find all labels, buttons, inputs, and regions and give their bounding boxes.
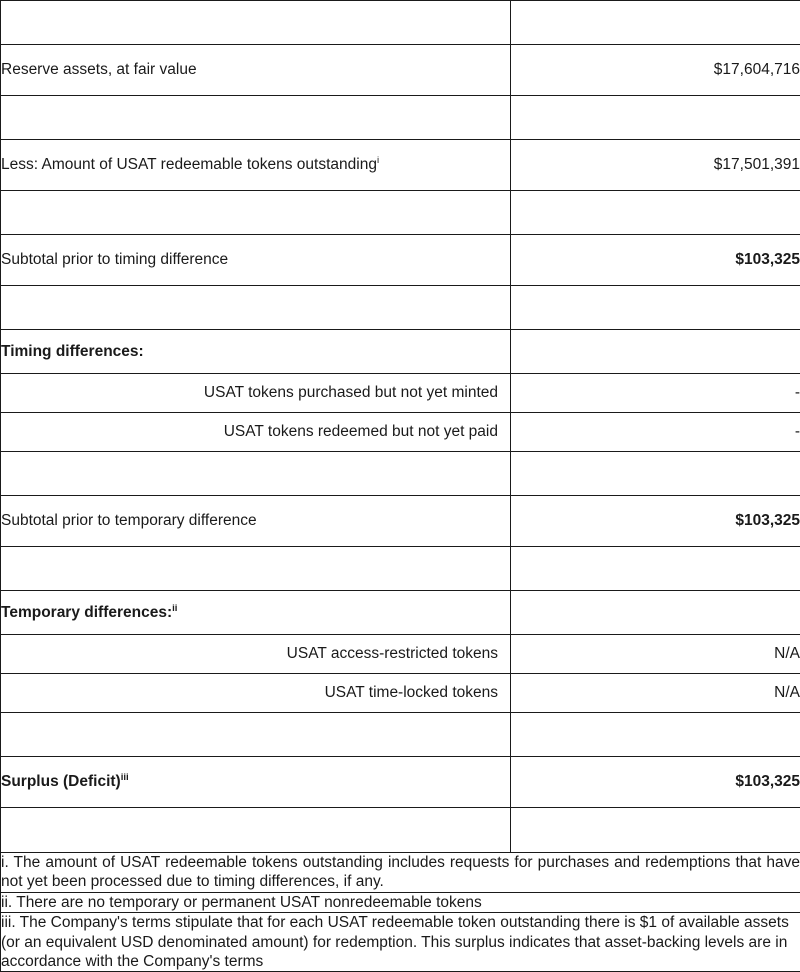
row-value-cell <box>511 808 800 853</box>
row-value-cell: $17,604,716 <box>511 45 800 96</box>
table-row <box>1 413 800 452</box>
footnote-i: i. The amount of USAT redeemable tokens outstanding includes requests for purchases and redemptions that have not yet been processed due to timing differences, if any. <box>1 853 800 893</box>
row-value-cell: N/A <box>511 674 800 713</box>
row-value-cell: - <box>511 413 800 452</box>
footnote-marker-ii: ii <box>172 603 177 614</box>
footnote-iii: iii. The Company's terms stipulate that for each USAT redeemable token outstanding there is $1 of available assets (or an equivalent USD denominated amount) for redemption. This surplus indicates that asset-backing levels are in accordance with the Company's terms <box>1 913 800 972</box>
table-row <box>1 191 800 235</box>
row-label-cell <box>1 452 511 496</box>
row-value-cell <box>511 330 800 374</box>
row-label-cell <box>1 140 511 191</box>
table-row <box>1 330 800 374</box>
row-label-text: Less: Amount of USAT redeemable tokens outstanding <box>1 156 377 173</box>
row-value-cell: $103,325 <box>511 235 800 286</box>
row-label-cell <box>1 757 511 808</box>
footnote-row <box>1 892 800 912</box>
row-value-cell: - <box>511 374 800 413</box>
table-row <box>1 591 800 635</box>
row-label-cell: Subtotal prior to temporary difference <box>1 496 511 547</box>
row-value-cell: $103,325 <box>511 496 800 547</box>
row-value-cell: $103,325 <box>511 757 800 808</box>
row-value-cell <box>511 286 800 330</box>
table-row <box>1 674 800 713</box>
table-row <box>1 374 800 413</box>
footnote-row <box>1 853 800 893</box>
footnote-marker-iii: iii <box>121 772 129 783</box>
row-label-cell <box>1 808 511 853</box>
section-header-cell: Timing differences: <box>1 330 511 374</box>
row-value-cell <box>511 191 800 235</box>
table-row <box>1 635 800 674</box>
table-row <box>1 713 800 757</box>
row-label-cell: USAT tokens redeemed but not yet paid <box>1 413 511 452</box>
row-value-cell <box>511 452 800 496</box>
row-label-cell <box>1 1 511 45</box>
row-value-cell: $17,501,391 <box>511 140 800 191</box>
row-label-cell <box>1 713 511 757</box>
table-row <box>1 496 800 547</box>
table-row <box>1 96 800 140</box>
table-row <box>1 547 800 591</box>
footnote-marker-i: i <box>377 155 379 166</box>
row-value-cell: N/A <box>511 635 800 674</box>
section-header-text: Temporary differences: <box>1 604 172 621</box>
row-value-cell <box>511 713 800 757</box>
table-row <box>1 452 800 496</box>
footnote-row <box>1 913 800 972</box>
row-value-cell <box>511 591 800 635</box>
row-label-cell <box>1 286 511 330</box>
table-row <box>1 235 800 286</box>
row-value-cell <box>511 1 800 45</box>
row-value-cell <box>511 96 800 140</box>
row-label-cell: USAT time-locked tokens <box>1 674 511 713</box>
table-row <box>1 140 800 191</box>
table-body <box>1 1 800 972</box>
row-label-cell: USAT tokens purchased but not yet minted <box>1 374 511 413</box>
table-row <box>1 757 800 808</box>
row-label-cell <box>1 547 511 591</box>
row-label-text: Surplus (Deficit) <box>1 773 121 790</box>
row-label-cell: Subtotal prior to timing difference <box>1 235 511 286</box>
row-label-cell <box>1 191 511 235</box>
table-row <box>1 286 800 330</box>
table-row <box>1 1 800 45</box>
row-label-cell <box>1 96 511 140</box>
row-label-cell: USAT access-restricted tokens <box>1 635 511 674</box>
section-header-cell <box>1 591 511 635</box>
row-label-cell: Reserve assets, at fair value <box>1 45 511 96</box>
table-row <box>1 808 800 853</box>
row-value-cell <box>511 547 800 591</box>
table-row <box>1 45 800 96</box>
footnote-ii: ii. There are no temporary or permanent USAT nonredeemable tokens <box>1 892 800 912</box>
